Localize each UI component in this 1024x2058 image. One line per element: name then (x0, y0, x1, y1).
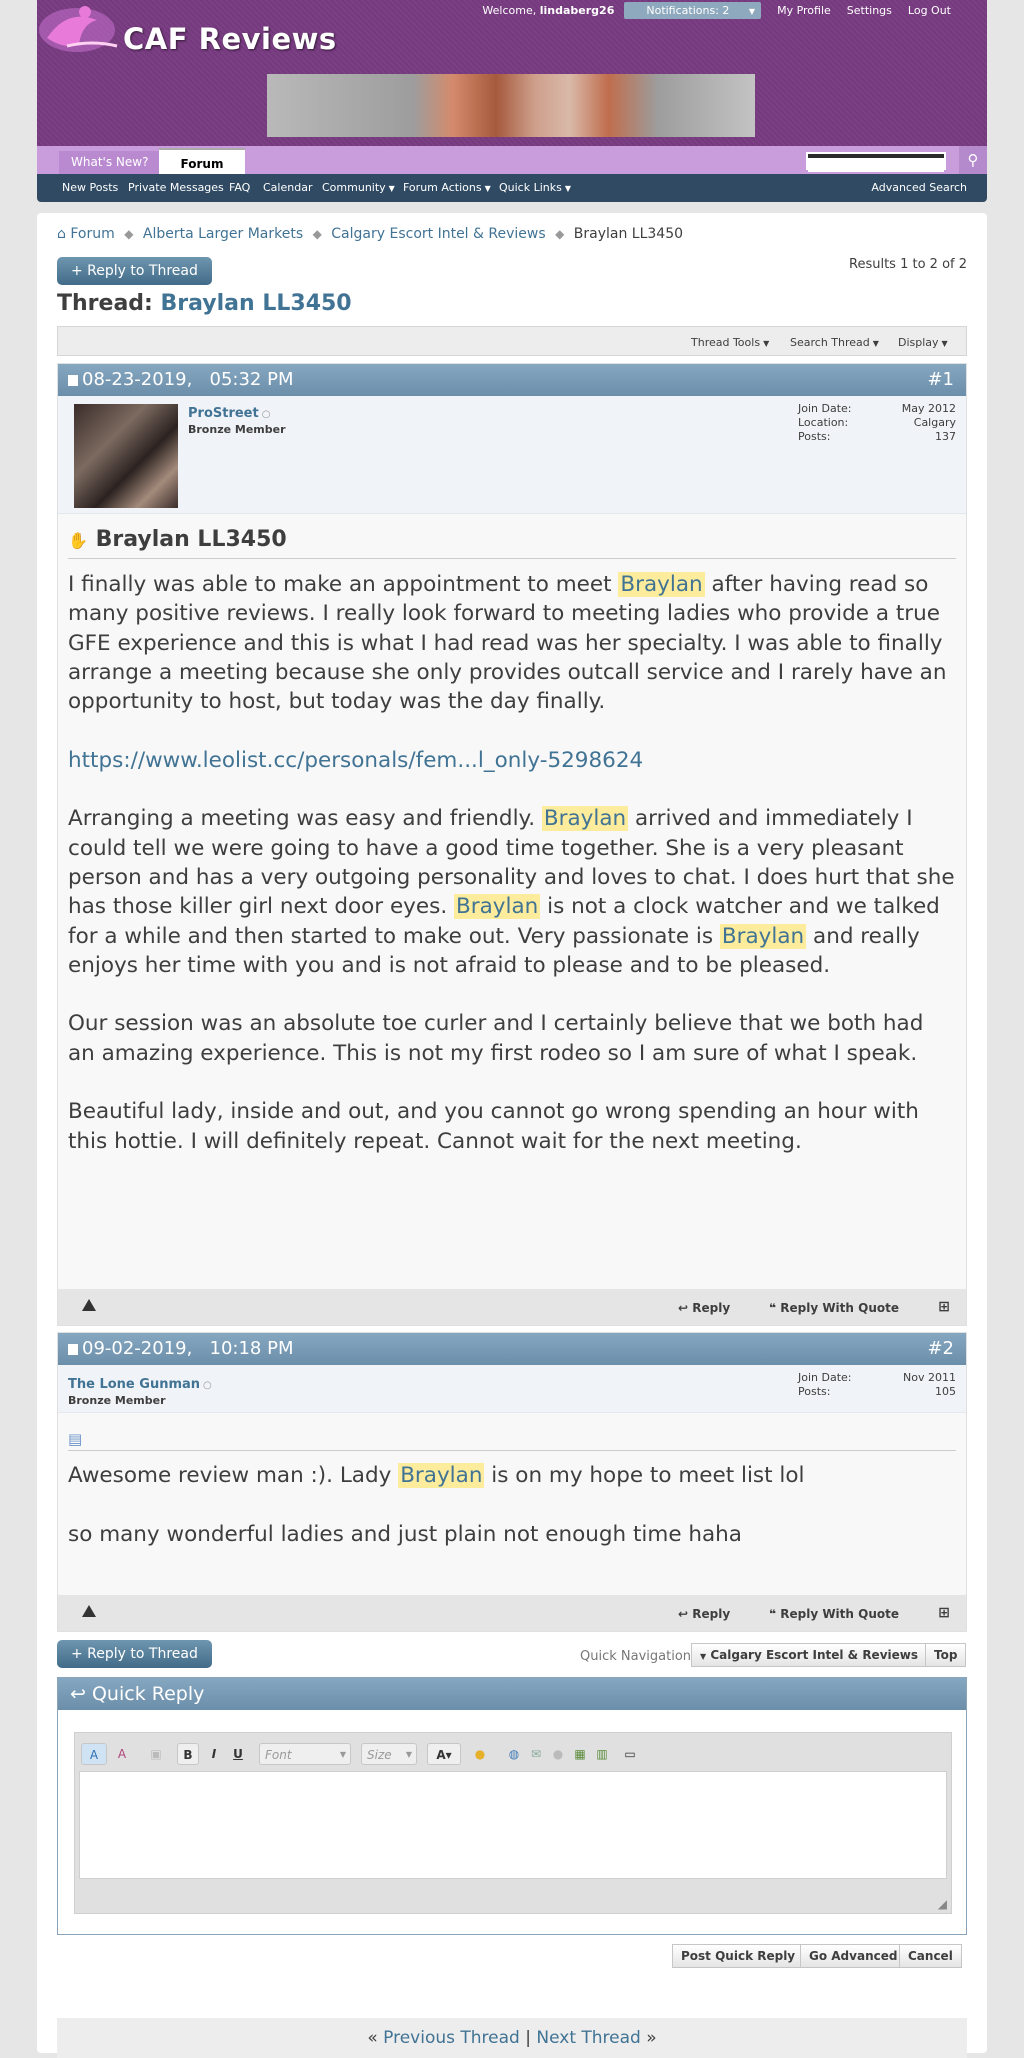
stat-label: Join Date: (798, 402, 852, 415)
wysiwyg-mode-icon[interactable]: A (81, 1743, 107, 1765)
multi-quote-icon[interactable]: ⊞ (938, 1299, 950, 1315)
reply-quote-label: Reply With Quote (780, 1607, 899, 1621)
insert-email-icon[interactable]: ✉ (530, 1747, 542, 1761)
highlighted-term: Braylan (400, 1463, 483, 1488)
site-header (37, 0, 987, 146)
reply-button[interactable] (678, 1607, 730, 1621)
subnav-calendar[interactable]: Calendar (263, 181, 313, 194)
report-post-icon[interactable] (82, 1299, 96, 1311)
breadcrumb-separator-icon: ◆ (312, 227, 322, 241)
bold-icon[interactable]: B (177, 1743, 199, 1765)
post-date: 08-23-2019, (82, 369, 193, 390)
user-info (58, 396, 966, 514)
stat-label: Posts: (798, 430, 831, 443)
notifications-label: Notifications: 2 (646, 3, 730, 17)
username-link[interactable]: lindaberg26 (539, 3, 615, 17)
reply-label: Reply (692, 1301, 731, 1315)
remove-format-icon[interactable]: A (117, 1747, 127, 1761)
subnav-quick-links[interactable] (499, 181, 571, 194)
stat-value: Nov 2011 (903, 1371, 956, 1384)
resize-handle-icon[interactable]: ◢ (937, 1897, 947, 1911)
caret-down-icon: ▼ (339, 1750, 346, 1759)
caret-down-icon: ▼ (405, 1750, 412, 1759)
subnav-forum-actions[interactable] (403, 181, 491, 194)
post-quick-reply-button[interactable]: Post Quick Reply (672, 1944, 804, 1968)
stat-value: 137 (935, 430, 956, 443)
breadcrumb (57, 226, 683, 242)
prev-marker: « (367, 2028, 378, 2048)
stat-join-date (798, 1371, 956, 1385)
top-button[interactable]: Top (925, 1643, 966, 1667)
caret-down-icon: ▼ (941, 339, 948, 348)
stat-label: Location: (798, 416, 849, 429)
post-paragraph (68, 570, 956, 716)
post-username-label: ProStreet (188, 406, 259, 421)
reply-label: Reply (692, 1607, 731, 1621)
stat-value: May 2012 (901, 402, 956, 415)
post-paragraph (68, 746, 956, 775)
subnav-quick-links-label: Quick Links (499, 181, 562, 194)
post-status-icon (68, 1344, 78, 1355)
site-logo-text[interactable]: CAF Reviews (123, 22, 337, 56)
font-select[interactable] (259, 1743, 351, 1765)
caret-down-icon: ▼ (484, 184, 491, 193)
go-advanced-button[interactable]: Go Advanced (800, 1944, 906, 1968)
post (57, 1332, 967, 1632)
subnav-community-label: Community (322, 181, 386, 194)
post-time: 10:18 PM (209, 1338, 294, 1359)
post (57, 363, 967, 1326)
editor-toolbar (79, 1737, 947, 1771)
post-footer (58, 1289, 966, 1325)
logo-icon[interactable] (37, 0, 137, 60)
thread-tools-label: Thread Tools (691, 336, 761, 349)
search-thread-dropdown[interactable] (790, 336, 879, 349)
notifications-dropdown[interactable] (624, 2, 761, 19)
thread-tools-dropdown[interactable] (691, 336, 769, 349)
breadcrumb-current: Braylan LL3450 (573, 226, 684, 242)
underline-icon[interactable]: U (233, 1747, 243, 1761)
insert-image-icon[interactable]: ▦ (574, 1747, 586, 1761)
breadcrumb-forum[interactable]: Forum (70, 226, 115, 242)
offline-status-icon: ○ (203, 1380, 212, 1391)
breadcrumb-separator-icon: ◆ (124, 227, 134, 241)
reply-with-quote-button[interactable] (769, 1301, 899, 1315)
highlighted-term: Braylan (620, 572, 703, 597)
text-segment: Awesome review man :). Lady (68, 1463, 399, 1488)
next-thread-link[interactable]: Next Thread (536, 2028, 641, 2048)
subnav-new-posts[interactable]: New Posts (62, 181, 119, 194)
post-title (68, 527, 956, 559)
caret-down-icon: ▼ (564, 184, 572, 193)
stat-label: Posts: (798, 1385, 831, 1398)
post-header (58, 1333, 966, 1365)
post-footer (58, 1595, 966, 1631)
post-username[interactable] (68, 1377, 212, 1392)
post-message (68, 570, 956, 1185)
editor (74, 1732, 952, 1914)
stat-location (798, 416, 956, 430)
reply-icon: ↩ (70, 1683, 86, 1705)
stat-value: 105 (935, 1385, 956, 1398)
avatar[interactable] (74, 404, 178, 508)
quick-reply-title: Quick Reply (91, 1683, 205, 1705)
italic-icon[interactable]: I (211, 1747, 217, 1761)
reply-with-quote-button[interactable] (769, 1607, 899, 1621)
nav-separator: | (525, 2028, 531, 2048)
stat-join-date (798, 402, 956, 416)
advanced-search-link[interactable]: Advanced Search (871, 181, 967, 194)
sub-nav (37, 174, 987, 202)
reply-quote-label: Reply With Quote (780, 1301, 899, 1315)
post-message (68, 1461, 956, 1578)
search-icon[interactable]: ⚲ (959, 146, 987, 174)
stat-posts (798, 430, 956, 444)
post-paragraph (68, 1520, 956, 1549)
quote-icon: ❝ (769, 1607, 777, 1621)
top-links (450, 0, 951, 20)
reply-icon: ↩ (678, 1301, 689, 1315)
text-color-icon[interactable]: A▾ (427, 1743, 461, 1765)
post-paragraph (68, 1097, 956, 1156)
next-marker: » (646, 2028, 657, 2048)
text-segment: is on my hope to meet list lol (484, 1463, 805, 1488)
size-placeholder: Size (367, 1748, 392, 1762)
breadcrumb-separator-icon: ◆ (555, 227, 565, 241)
text-segment: after having read so many positive reviews. I really look forward to meeting ladies who provide a true GFE experience and this is what I had read was her specialty. I was able to finally arrange a meeting because she only provides outcall service and I rarely have an opportunity to host, but today was the day finally. (68, 572, 947, 715)
insert-video-icon[interactable]: ▥ (596, 1747, 608, 1761)
caret-down-icon: ▼ (388, 184, 395, 193)
highlighted-term: Braylan (721, 923, 805, 949)
search-thread-label: Search Thread (790, 336, 870, 349)
caret-down-icon: ▼ (748, 6, 756, 16)
reply-to-thread-button-bottom[interactable]: + Reply to Thread (57, 1640, 212, 1668)
stat-posts (798, 1385, 956, 1399)
home-icon[interactable]: ⌂ (57, 226, 66, 242)
post-header (58, 364, 966, 396)
main-nav (37, 146, 987, 174)
stat-label: Join Date: (798, 1371, 852, 1384)
caret-down-icon: ▼ (700, 1652, 707, 1661)
text-segment: and really enjoys her time with you and is not afraid to please and to be pleased. (68, 923, 920, 978)
settings-link[interactable]: Settings (846, 3, 892, 17)
size-select[interactable] (361, 1743, 417, 1765)
post-username-label: The Lone Gunman (68, 1377, 201, 1392)
post-icon: ✋ (68, 531, 88, 550)
thread-title-link[interactable]: Braylan LL3450 (160, 291, 352, 316)
cancel-button[interactable]: Cancel (899, 1944, 962, 1968)
post-status-icon (68, 375, 78, 386)
display-dropdown[interactable] (898, 336, 948, 349)
quick-reply-textarea[interactable] (79, 1771, 947, 1879)
quick-reply-panel (57, 1677, 967, 1935)
post-paragraph (68, 1461, 956, 1490)
previous-thread-link[interactable]: Previous Thread (383, 2028, 520, 2048)
thread-title (57, 291, 352, 316)
post-title (68, 1425, 956, 1451)
tab-whats-new[interactable]: What's New? (59, 151, 160, 174)
quick-navigation-selected: Calgary Escort Intel & Reviews (710, 1648, 918, 1662)
post-number[interactable]: #2 (927, 1338, 954, 1359)
subnav-private-messages[interactable]: Private Messages (128, 181, 224, 194)
text-segment: Arranging a meeting was easy and friendly. (68, 806, 542, 832)
smilies-icon[interactable]: ● (474, 1747, 486, 1761)
display-label: Display (898, 336, 939, 349)
welcome-text (466, 4, 614, 17)
quick-navigation-select[interactable] (691, 1643, 927, 1667)
font-placeholder: Font (265, 1748, 292, 1762)
post-username[interactable] (188, 406, 270, 421)
subnav-community[interactable] (322, 181, 395, 194)
report-post-icon[interactable] (82, 1605, 96, 1617)
text-segment: Our session was an absolute toe curler and I certainly believe that we both had an amazing experience. This is not my first rodeo so I am sure of what I speak. (68, 1011, 924, 1066)
caret-down-icon: ▼ (763, 339, 770, 348)
user-rank: Bronze Member (68, 1394, 166, 1407)
subnav-faq[interactable]: FAQ (229, 181, 251, 194)
main-content (37, 213, 987, 2053)
external-link[interactable]: https://www.leolist.cc/personals/fem...l_only-5298624 (68, 747, 644, 773)
unlink-icon[interactable]: ● (552, 1747, 564, 1761)
insert-link-icon[interactable]: ◍ (508, 1747, 520, 1761)
quote-icon: ❝ (769, 1301, 777, 1315)
caret-down-icon: ▼ (872, 339, 879, 348)
reply-icon: ↩ (678, 1607, 689, 1621)
text-segment: is not a clock watcher and we talked for a while and then started to make out. Very passionate is (68, 894, 940, 949)
header-banner-image[interactable] (267, 74, 755, 137)
text-segment: I finally was able to make an appointment to meet (68, 572, 619, 597)
user-info (58, 1365, 966, 1413)
stat-value: Calgary (913, 416, 956, 429)
welcome-prefix: Welcome, (482, 3, 537, 17)
my-profile-link[interactable]: My Profile (777, 3, 831, 17)
search-input-wrap (806, 152, 946, 170)
offline-status-icon: ○ (261, 409, 271, 420)
user-stats (798, 402, 956, 444)
post-paragraph (68, 804, 956, 980)
text-segment: so many wonderful ladies and just plain not enough time haha (68, 1521, 742, 1547)
user-rank: Bronze Member (188, 423, 286, 436)
post-title-text: Braylan LL3450 (95, 527, 287, 552)
highlighted-term: Braylan (456, 894, 539, 920)
thread-navigation (57, 2018, 967, 2058)
tab-forum[interactable]: Forum (159, 148, 245, 174)
results-count: Results 1 to 2 of 2 (849, 257, 967, 272)
quick-navigation-label: Quick Navigation (580, 1649, 692, 1664)
text-segment: arrived and immediately I could tell we were going to have a good time together. She is a very pleasant person and has a very outgoing personality and loves to chat. I does hurt that she has those killer girl next door eyes. (68, 806, 955, 920)
search-input[interactable] (808, 158, 944, 172)
post-paragraph (68, 1009, 956, 1068)
document-icon: ▤ (68, 1430, 83, 1448)
post-number[interactable]: #1 (927, 369, 954, 390)
thread-tools-bar (57, 326, 967, 356)
breadcrumb-alberta[interactable]: Alberta Larger Markets (142, 226, 304, 242)
multi-quote-icon[interactable]: ⊞ (938, 1605, 950, 1621)
post-time: 05:32 PM (209, 369, 294, 390)
post-date: 09-02-2019, (82, 1338, 193, 1359)
logout-link[interactable]: Log Out (907, 3, 951, 17)
thread-label: Thread: (57, 291, 153, 316)
text-segment: Beautiful lady, inside and out, and you cannot go wrong spending an hour with this hottie. I will definitely repeat. Cannot wait for the next meeting. (68, 1099, 919, 1154)
insert-quote-icon[interactable]: ▭ (624, 1747, 636, 1761)
reply-button[interactable] (678, 1301, 730, 1315)
user-stats (798, 1371, 956, 1399)
reply-to-thread-button[interactable]: + Reply to Thread (57, 257, 212, 285)
highlighted-term: Braylan (543, 806, 627, 832)
paste-icon[interactable]: ▣ (150, 1747, 162, 1761)
breadcrumb-calgary[interactable]: Calgary Escort Intel & Reviews (331, 226, 546, 242)
subnav-forum-actions-label: Forum Actions (403, 181, 482, 194)
quick-reply-header[interactable] (58, 1678, 966, 1710)
